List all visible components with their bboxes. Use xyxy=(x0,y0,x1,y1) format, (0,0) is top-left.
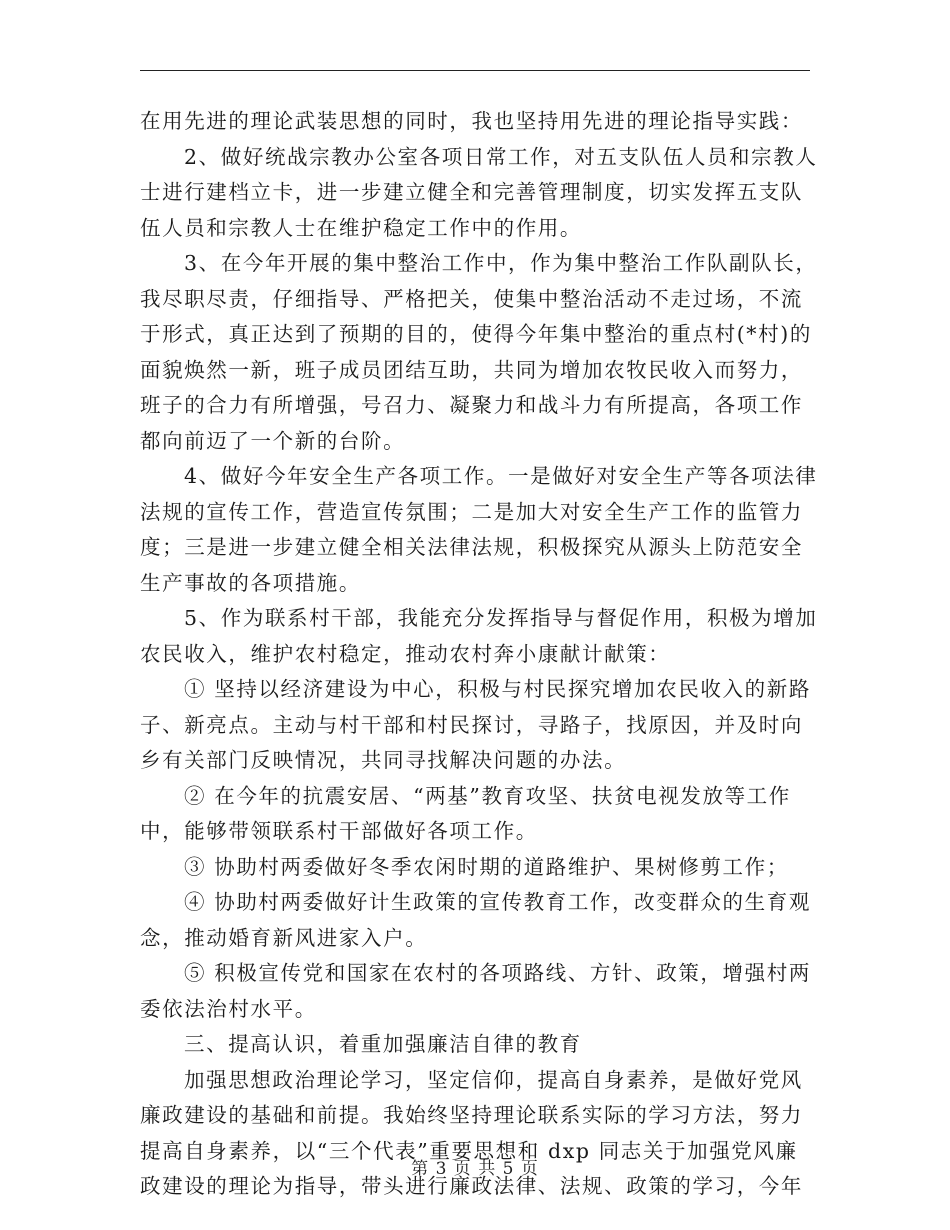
text-line: ② 在今年的抗震安居、“两基”教育攻坚、扶贫电视发放等工作 xyxy=(184,783,791,808)
text-line: 提高自身素养，以“三个代表”重要思想和 dxp 同志关于加强党风廉 xyxy=(140,1138,798,1163)
text-line: 法规的宣传工作，营造宣传氛围；二是加大对安全生产工作的监管力 xyxy=(140,499,803,524)
text-line: 伍人员和宗教人士在维护稳定工作中的作用。 xyxy=(140,215,582,240)
text-line: 于形式，真正达到了预期的目的，使得今年集中整治的重点村(*村)的 xyxy=(140,322,812,346)
text-line: 加强思想政治理论学习，坚定信仰，提高自身素养，是做好党风 xyxy=(184,1067,803,1092)
text-line: 政建设的理论为指导，带头进行廉政法律、法规、政策的学习，今年 xyxy=(140,1174,803,1198)
text-line: 3、在今年开展的集中整治工作中，作为集中整治工作队副队长， xyxy=(184,251,818,275)
text-line: 2、做好统战宗教办公室各项日常工作，对五支队伍人员和宗教人 xyxy=(184,144,818,169)
text-line: 农民收入，维护农村稳定，推动农村奔小康献计献策： xyxy=(140,641,671,666)
text-line: ③ 协助村两委做好冬季农闲时期的道路维护、果树修剪工作； xyxy=(184,854,789,879)
text-line: ④ 协助村两委做好计生政策的宣传教育工作，改变群众的生育观 xyxy=(184,890,811,914)
text-line: 三、提高认识，着重加强廉洁自律的教育 xyxy=(184,1032,582,1056)
text-line: ① 坚持以经济建设为中心，积极与村民探究增加农民收入的新路 xyxy=(184,677,811,701)
text-line: 4、做好今年安全生产各项工作。一是做好对安全生产等各项法律 xyxy=(184,464,818,488)
text-line: 委依法治村水平。 xyxy=(140,996,317,1021)
text-line: 度；三是进一步建立健全相关法律法规，积极探究从源头上防范安全 xyxy=(140,535,803,559)
text-line: 都向前迈了一个新的台阶。 xyxy=(140,428,406,453)
text-line: 中，能够带领联系村干部做好各项工作。 xyxy=(140,819,538,843)
text-line: 廉政建设的基础和前提。我始终坚持理论联系实际的学习方法，努力 xyxy=(140,1103,803,1127)
text-line: 士进行建档立卡，进一步建立健全和完善管理制度，切实发挥五支队 xyxy=(140,180,803,204)
page-footer: 第 3 页 共 5 页 xyxy=(411,1159,539,1179)
body-text xyxy=(140,104,818,1205)
text-line: 在用先进的理论武装思想的同时，我也坚持用先进的理论指导实践： xyxy=(140,109,803,133)
text-line: ⑤ 积极宣传党和国家在农村的各项路线、方针、政策，增强村两 xyxy=(184,961,811,985)
text-line: 班子的合力有所增强，号召力、凝聚力和战斗力有所提高，各项工作 xyxy=(140,393,803,417)
text-line: 子、新亮点。主动与村干部和村民探讨，寻路子，找原因，并及时向 xyxy=(140,712,803,737)
text-line: 念，推动婚育新风进家入户。 xyxy=(140,925,428,950)
text-line: 面貌焕然一新，班子成员团结互助，共同为增加农牧民收入而努力， xyxy=(140,357,803,382)
text-line: 我尽职尽责，仔细指导、严格把关，使集中整治活动不走过场，不流 xyxy=(140,286,803,311)
text-line: 乡有关部门反映情况，共同寻找解决问题的办法。 xyxy=(140,748,627,772)
text-line: 5、作为联系村干部，我能充分发挥指导与督促作用，积极为增加 xyxy=(184,606,818,630)
text-line: 生产事故的各项措施。 xyxy=(140,570,361,595)
header-rule xyxy=(140,70,810,71)
